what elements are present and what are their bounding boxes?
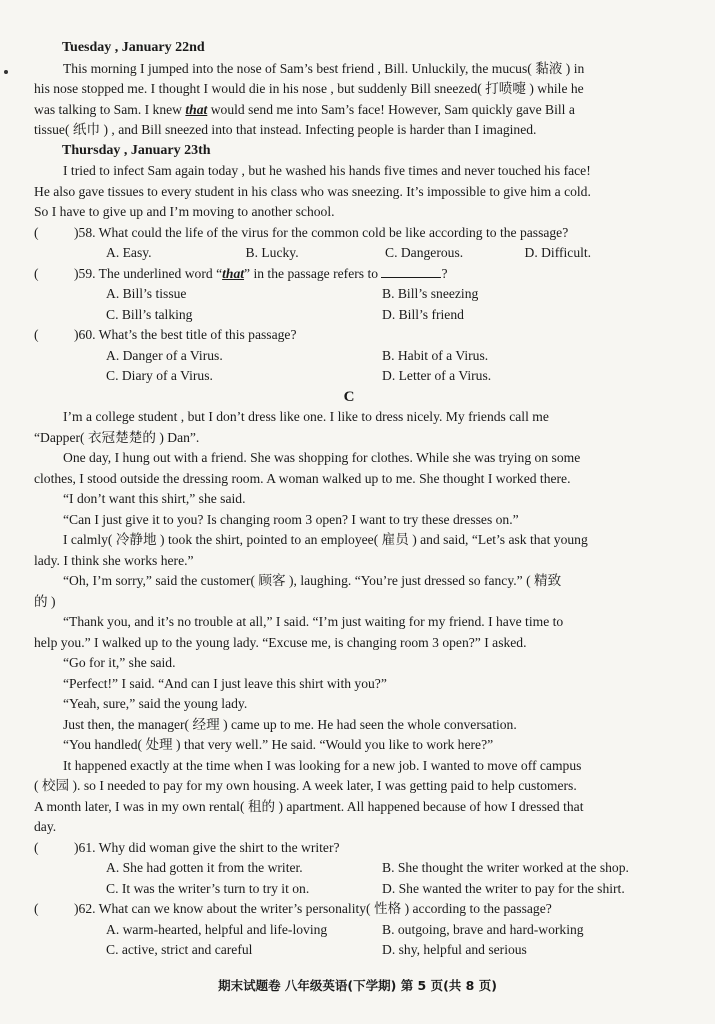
- answer-paren[interactable]: (: [34, 327, 39, 342]
- answer-paren[interactable]: (: [34, 839, 39, 855]
- passage-line: 的 ): [34, 593, 56, 609]
- option-d: D. shy, helpful and serious: [382, 942, 527, 957]
- underlined-word-that: that: [185, 101, 208, 117]
- option-c: C. Diary of a Virus.: [106, 368, 213, 383]
- option-b: B. outgoing, brave and hard-working: [382, 921, 584, 937]
- answer-paren[interactable]: (: [34, 224, 39, 240]
- exam-page: [34, 38, 664, 961]
- diary-text: He also gave tissues to every student in his class who was sneezing. It’s impossible to give him a cold.: [34, 183, 591, 199]
- question-62-options: [34, 920, 664, 941]
- question-59-options: [34, 305, 664, 326]
- passage-line: “Go for it,” she said.: [63, 655, 176, 670]
- text-segment: )59. The underlined word “: [74, 265, 223, 281]
- answer-paren[interactable]: (: [34, 901, 39, 916]
- option-c: C. active, strict and careful: [106, 942, 253, 957]
- option-a: A. She had gotten it from the writer.: [106, 860, 303, 875]
- option-a: A. Danger of a Virus.: [106, 347, 223, 363]
- passage-line: It happened exactly at the time when I was looking for a new job. I wanted to move off campus: [63, 757, 582, 773]
- passage-line: clothes, I stood outside the dressing room. A woman walked up to me. She thought I worked there.: [34, 470, 571, 486]
- diary-text-with-underlined-word: [34, 100, 664, 121]
- option-a: A. warm-hearted, helpful and life-loving: [106, 921, 328, 937]
- diary-text: So I have to give up and I’m moving to another school.: [34, 204, 335, 219]
- option-d: D. Letter of a Virus.: [382, 368, 492, 383]
- thursday-heading: Thursday , January 23th: [62, 142, 211, 158]
- section-c-label: C: [343, 388, 355, 405]
- tuesday-heading: Tuesday , January 22nd: [62, 40, 205, 55]
- option-a: A. Easy.: [106, 245, 152, 260]
- diary-text: tissue( 纸巾 ) , and Bill sneezed into that instead. Infecting people is harder than I imagined.: [34, 122, 537, 137]
- option-c: C. Dangerous.: [385, 245, 464, 260]
- question-62-options: [34, 940, 664, 961]
- question-59-options: [34, 284, 664, 305]
- passage-line: help you.” I walked up to the young lady. “Excuse me, is changing room 3 open?” I asked.: [34, 634, 527, 650]
- question-61-options: [34, 879, 664, 900]
- text-segment: would send me into Sam’s face! However, Sam quickly gave Bill a: [207, 101, 575, 117]
- scan-dot: [4, 70, 8, 74]
- option-b: B. Habit of a Virus.: [382, 347, 489, 363]
- option-b: B. Bill’s sneezing: [382, 286, 479, 301]
- passage-line: “Oh, I’m sorry,” said the customer( 顾客 ), laughing. “You’re just dressed so fancy.” ( 精致: [63, 573, 562, 588]
- option-d: D. Difficult.: [524, 245, 592, 260]
- option-d: D. She wanted the writer to pay for the shirt.: [382, 880, 625, 896]
- question-stem: )58. What could the life of the virus for the common cold be like according to the passage?: [74, 224, 569, 240]
- option-c: C. Bill’s talking: [106, 306, 193, 322]
- question-60-options: [34, 366, 664, 387]
- passage-line: day.: [34, 819, 57, 834]
- question-60-options: [34, 346, 664, 367]
- diary-text: I tried to infect Sam again today , but he washed his hands five times and never touched his face!: [63, 163, 591, 178]
- passage-line: One day, I hung out with a friend. She was shopping for clothes. While she was trying on some: [63, 450, 581, 465]
- passage-line: “Yeah, sure,” said the young lady.: [63, 696, 248, 711]
- passage-line: “You handled( 处理 ) that very well.” He said. “Would you like to work here?”: [63, 737, 494, 752]
- question-60: [34, 325, 664, 346]
- diary-text: This morning I jumped into the nose of Sam’s best friend , Bill. Unluckily, the mucus( 黏液 ) in: [63, 60, 585, 76]
- passage-line: “Perfect!” I said. “And can I just leave this shirt with you?”: [63, 675, 387, 691]
- passage-line: lady. I think she works here.”: [34, 552, 194, 568]
- question-stem: )62. What can we know about the writer’s personality( 性格 ) according to the passage?: [74, 901, 552, 916]
- passage-line: “Thank you, and it’s no trouble at all,” I said. “I’m just waiting for my friend. I have time to: [63, 614, 564, 629]
- option-d: D. Bill’s friend: [382, 306, 464, 322]
- question-62: [34, 899, 664, 920]
- question-stem: )61. Why did woman give the shirt to the writer?: [74, 839, 340, 855]
- passage-line: ( 校园 ). so I needed to pay for my own housing. A week later, I was getting paid to help customers.: [34, 778, 577, 793]
- option-b: B. Lucky.: [245, 245, 299, 260]
- text-segment: ” in the passage refers to: [244, 265, 379, 281]
- option-b: B. She thought the writer worked at the shop.: [382, 860, 629, 875]
- passage-line: Just then, the manager( 经理 ) came up to me. He had seen the whole conversation.: [63, 716, 517, 732]
- text-segment: ?: [441, 265, 448, 281]
- diary-text: his nose stopped me. I thought I would die in his nose , but suddenly Bill sneezed( 打喷嚏 ) while he: [34, 81, 584, 96]
- option-c: C. It was the writer’s turn to try it on.: [106, 880, 310, 896]
- text-segment: was talking to Sam. I knew: [34, 101, 186, 117]
- answer-blank[interactable]: [381, 265, 441, 278]
- question-stem: [74, 264, 447, 285]
- passage-line: A month later, I was in my own rental( 租的 ) apartment. All happened because of how I dressed that: [34, 798, 584, 814]
- passage-line: “Can I just give it to you? Is changing room 3 open? I want to try these dresses on.”: [63, 511, 519, 527]
- page-footer: 期末试题卷 八年级英语(下学期) 第 5 页(共 8 页): [218, 978, 497, 993]
- question-58: [34, 223, 664, 244]
- answer-paren[interactable]: (: [34, 265, 39, 281]
- passage-line: “I don’t want this shirt,” she said.: [63, 491, 246, 506]
- section-c-passage: [34, 407, 664, 838]
- option-a: A. Bill’s tissue: [106, 286, 187, 301]
- question-58-options: [34, 243, 664, 264]
- passage-line: “Dapper( 衣冠楚楚的 ) Dan”.: [34, 429, 200, 445]
- underlined-word-that: that: [222, 265, 245, 281]
- passage-line: I calmly( 冷静地 ) took the shirt, pointed to an employee( 雇员 ) and said, “Let’s ask that young: [63, 532, 588, 547]
- passage-line: I’m a college student , but I don’t dress like one. I like to dress nicely. My friends call me: [63, 409, 549, 424]
- question-61-options: [34, 858, 664, 879]
- question-61: [34, 838, 664, 859]
- question-59: [34, 264, 664, 285]
- question-stem: )60. What’s the best title of this passage?: [74, 327, 297, 342]
